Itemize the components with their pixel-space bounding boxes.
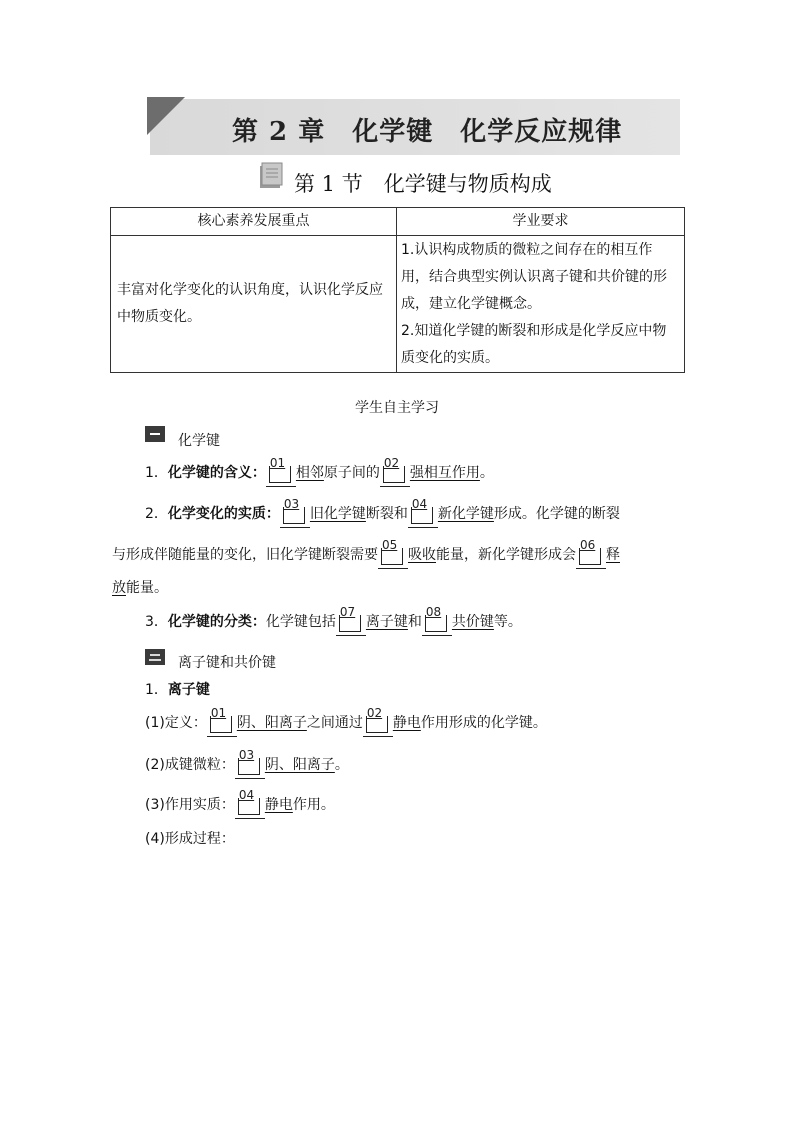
answer-blank[interactable]	[283, 497, 307, 524]
requirement-item: 2.知道化学键的断裂和形成是化学反应中物质变化的实质。	[401, 322, 667, 366]
item-prefix: (1)定义：	[145, 715, 207, 731]
answer-blank[interactable]	[579, 538, 603, 565]
text-span: 能量。	[126, 580, 168, 596]
answer-text: 静电	[392, 715, 421, 731]
ionic-definition	[145, 706, 547, 733]
core-literacy-cell: 丰富对化学变化的认识角度，认识化学反应中物质变化。	[111, 236, 397, 373]
text-span: 之间通过	[306, 715, 363, 731]
banner-corner-decoration	[147, 97, 185, 135]
text-span: 。	[334, 757, 349, 773]
answer-text: 新化学键	[437, 506, 494, 522]
table-header-cell: 学业要求	[397, 208, 685, 236]
text-span: 断裂和	[365, 506, 408, 522]
answer-text: 放	[112, 580, 126, 596]
item-chemical-change-essence	[145, 497, 620, 524]
part-one-label: 化学键	[178, 433, 220, 449]
item-term: 化学键的分类：	[167, 614, 266, 630]
text-span: 作用。	[292, 797, 335, 813]
text-span: 形成。化学键的断裂	[493, 506, 620, 522]
academic-requirements-cell	[397, 236, 685, 373]
answer-blank[interactable]	[238, 788, 262, 815]
answer-blank[interactable]	[238, 748, 262, 775]
answer-text: 释	[606, 547, 620, 563]
answer-text: 静电	[264, 797, 293, 813]
text-span: 。	[479, 465, 494, 481]
answer-blank[interactable]	[425, 605, 449, 632]
blank-number: 04	[411, 497, 428, 511]
book-icon	[258, 160, 284, 190]
answer-text: 阴、阳离子	[236, 715, 307, 731]
ionic-essence	[145, 788, 335, 815]
answer-blank[interactable]	[381, 538, 405, 565]
ionic-particles	[145, 748, 349, 775]
table-header-row	[111, 208, 685, 236]
answer-blank[interactable]	[210, 706, 234, 733]
blank-number: 06	[580, 538, 596, 552]
answer-text: 旧化学键	[309, 506, 366, 522]
item-chemical-change-essence-line3	[112, 578, 168, 598]
blank-number: 01	[269, 456, 286, 470]
chapter-title: 第 2 章 化学键 化学反应规律	[232, 117, 623, 147]
blank-number: 02	[366, 706, 383, 720]
part-two-label: 离子键和共价键	[178, 655, 276, 671]
answer-blank[interactable]	[411, 497, 435, 524]
text-span: 化学键包括	[265, 614, 336, 630]
item-prefix: (3)作用实质：	[145, 797, 235, 813]
item-number: 1．	[145, 465, 168, 481]
text-span: 和	[407, 614, 422, 630]
answer-text: 相邻	[295, 465, 324, 481]
requirement-item: 1.认识构成物质的微粒之间存在的相互作用，结合典型实例认识离子键和共价键的形成，建立化学键概念。	[401, 241, 667, 312]
blank-number: 07	[339, 605, 356, 619]
item-term: 离子键	[167, 682, 210, 698]
answer-text: 吸收	[408, 547, 436, 563]
answer-blank[interactable]	[366, 706, 390, 733]
blank-number: 03	[238, 748, 255, 762]
item-term: 化学变化的实质：	[167, 506, 280, 522]
answer-text: 强相互作用	[409, 465, 480, 481]
item-prefix: (2)成键微粒：	[145, 757, 235, 773]
text-span: 原子间的	[323, 465, 380, 481]
blank-number: 04	[238, 788, 255, 802]
item-number: 1．	[145, 682, 168, 698]
section-title: 第 1 节 化学键与物质构成	[294, 172, 552, 196]
part-two-icon	[145, 648, 165, 666]
blank-number: 02	[383, 456, 400, 470]
ionic-formation-process	[145, 829, 235, 849]
blank-number: 01	[210, 706, 227, 720]
answer-blank[interactable]	[269, 456, 293, 483]
core-requirements-table	[110, 207, 685, 373]
item-number: 2．	[145, 506, 168, 522]
blank-number: 05	[382, 538, 398, 552]
answer-text: 阴、阳离子	[264, 757, 335, 773]
answer-blank[interactable]	[383, 456, 407, 483]
item-prefix: (4)形成过程：	[145, 831, 235, 847]
text-span: 能量，新化学键形成会	[436, 547, 576, 563]
item-term: 化学键的含义：	[167, 465, 266, 481]
blank-number: 08	[425, 605, 442, 619]
item-bond-classification	[145, 605, 522, 632]
table-row	[111, 236, 685, 373]
item-number: 3．	[145, 614, 168, 630]
text-span: 与形成伴随能量的变化，旧化学键断裂需要	[112, 547, 378, 563]
text-span: 作用形成的化学键。	[420, 715, 547, 731]
study-heading: 学生自主学习	[355, 400, 439, 416]
part-one-icon	[145, 425, 165, 443]
table-header-cell: 核心素养发展重点	[111, 208, 397, 236]
item-chemical-change-essence-line2	[112, 538, 620, 565]
answer-text: 共价键	[451, 614, 494, 630]
blank-number: 03	[283, 497, 300, 511]
answer-blank[interactable]	[339, 605, 363, 632]
answer-text: 离子键	[365, 614, 408, 630]
item-bond-meaning	[145, 456, 494, 483]
sub-ionic-bond	[145, 680, 210, 700]
text-span: 等。	[493, 614, 522, 630]
